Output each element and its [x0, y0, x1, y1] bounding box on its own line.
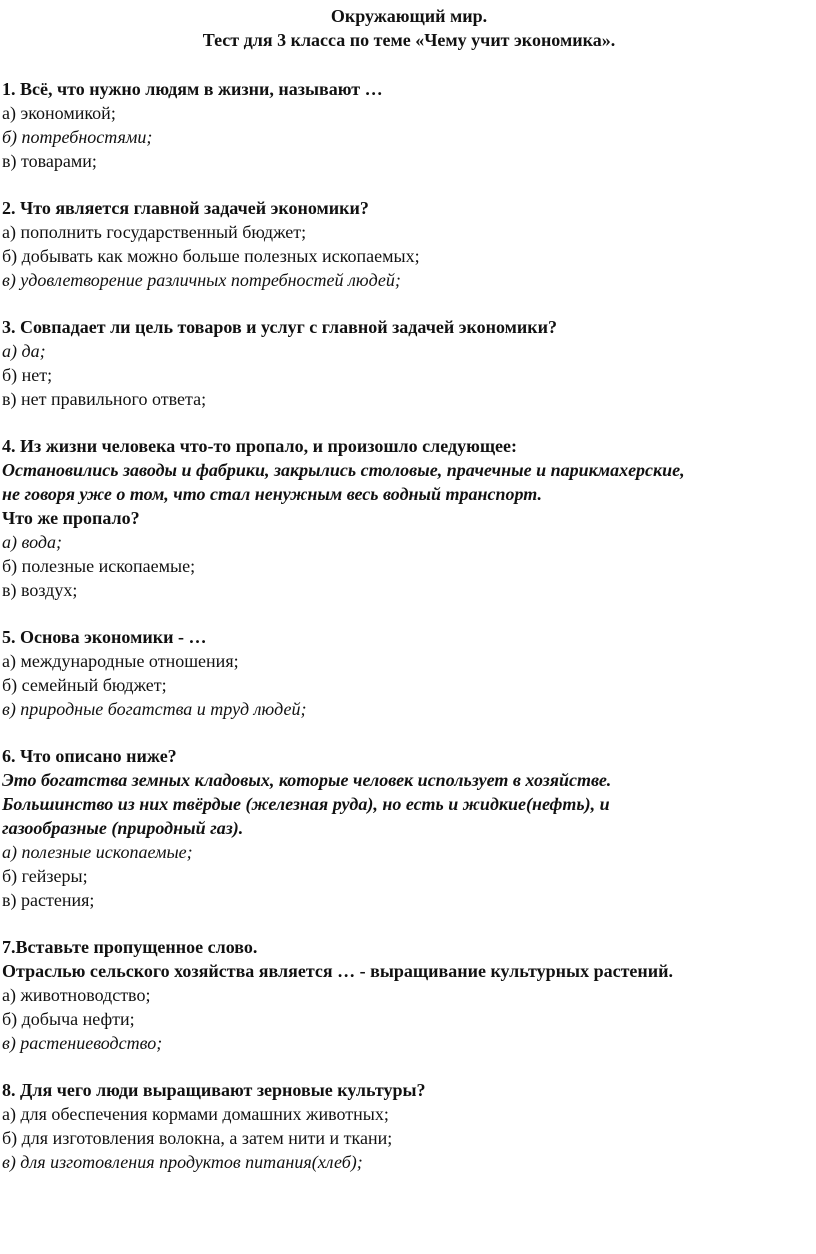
question-8	[2, 1078, 816, 1174]
answer-option-b: б) добывать как можно больше полезных ископаемых;	[2, 246, 420, 266]
answer-option-c: в) нет правильного ответа;	[2, 389, 207, 409]
answer-option-a-correct: а) да;	[2, 341, 46, 361]
question-5	[2, 625, 816, 721]
answer-option-b: б) добыча нефти;	[2, 1009, 135, 1029]
answer-option-a: а) животноводство;	[2, 985, 151, 1005]
answer-option-b: б) нет;	[2, 365, 53, 385]
answer-option-b: б) полезные ископаемые;	[2, 556, 196, 576]
answer-option-c: в) воздух;	[2, 580, 78, 600]
answer-option-a: а) пополнить государственный бюджет;	[2, 222, 307, 242]
answer-option-a: а) международные отношения;	[2, 651, 239, 671]
question-title: 7.Вставьте пропущенное слово.	[2, 937, 258, 957]
question-4	[2, 434, 816, 602]
question-3	[2, 315, 816, 411]
question-title: 3. Совпадает ли цель товаров и услуг с главной задачей экономики?	[2, 317, 558, 337]
question-title: 1. Всё, что нужно людям в жизни, называют …	[2, 79, 383, 99]
answer-option-c-correct: в) удовлетворение различных потребностей людей;	[2, 270, 401, 290]
question-2	[2, 196, 816, 292]
question-subtitle: Отраслью сельского хозяйства является … - выращивание культурных растений.	[2, 961, 674, 981]
question-6	[2, 744, 816, 912]
question-description-line: газообразные (природный газ).	[2, 818, 244, 838]
answer-option-a: а) экономикой;	[2, 103, 116, 123]
question-description-line: не говоря уже о том, что стал ненужным весь водный транспорт.	[2, 484, 542, 504]
question-title: 8. Для чего люди выращивают зерновые культуры?	[2, 1080, 426, 1100]
answer-option-b: б) семейный бюджет;	[2, 675, 167, 695]
answer-option-c-correct: в) природные богатства и труд людей;	[2, 699, 307, 719]
answer-option-c-correct: в) растениеводство;	[2, 1033, 163, 1053]
answer-option-a: а) для обеспечения кормами домашних животных;	[2, 1104, 389, 1124]
question-description-line: Большинство из них твёрдые (железная руда), но есть и жидкие(нефть), и	[2, 794, 610, 814]
answer-option-c: в) растения;	[2, 890, 95, 910]
question-subtitle: Что же пропало?	[2, 508, 140, 528]
question-title: 4. Из жизни человека что-то пропало, и произошло следующее:	[2, 436, 518, 456]
answer-option-c-correct: в) для изготовления продуктов питания(хлеб);	[2, 1152, 363, 1172]
answer-option-b-correct: б) потребностями;	[2, 127, 153, 147]
question-description-line: Это богатства земных кладовых, которые человек использует в хозяйстве.	[2, 770, 612, 790]
test-title: Тест для 3 класса по теме «Чему учит экономика».	[202, 30, 616, 50]
answer-option-b: б) для изготовления волокна, а затем нити и ткани;	[2, 1128, 393, 1148]
answer-option-b: б) гейзеры;	[2, 866, 88, 886]
answer-option-a-correct: а) вода;	[2, 532, 62, 552]
question-title: 2. Что является главной задачей экономики?	[2, 198, 369, 218]
subject-title: Окружающий мир.	[330, 6, 488, 26]
question-1	[2, 77, 816, 173]
question-description-line: Остановились заводы и фабрики, закрылись столовые, прачечные и парикмахерские,	[2, 460, 685, 480]
document-header	[2, 4, 816, 52]
question-title: 6. Что описано ниже?	[2, 746, 177, 766]
question-title: 5. Основа экономики - …	[2, 627, 207, 647]
answer-option-c: в) товарами;	[2, 151, 97, 171]
answer-option-a-correct: а) полезные ископаемые;	[2, 842, 193, 862]
question-7	[2, 935, 816, 1055]
